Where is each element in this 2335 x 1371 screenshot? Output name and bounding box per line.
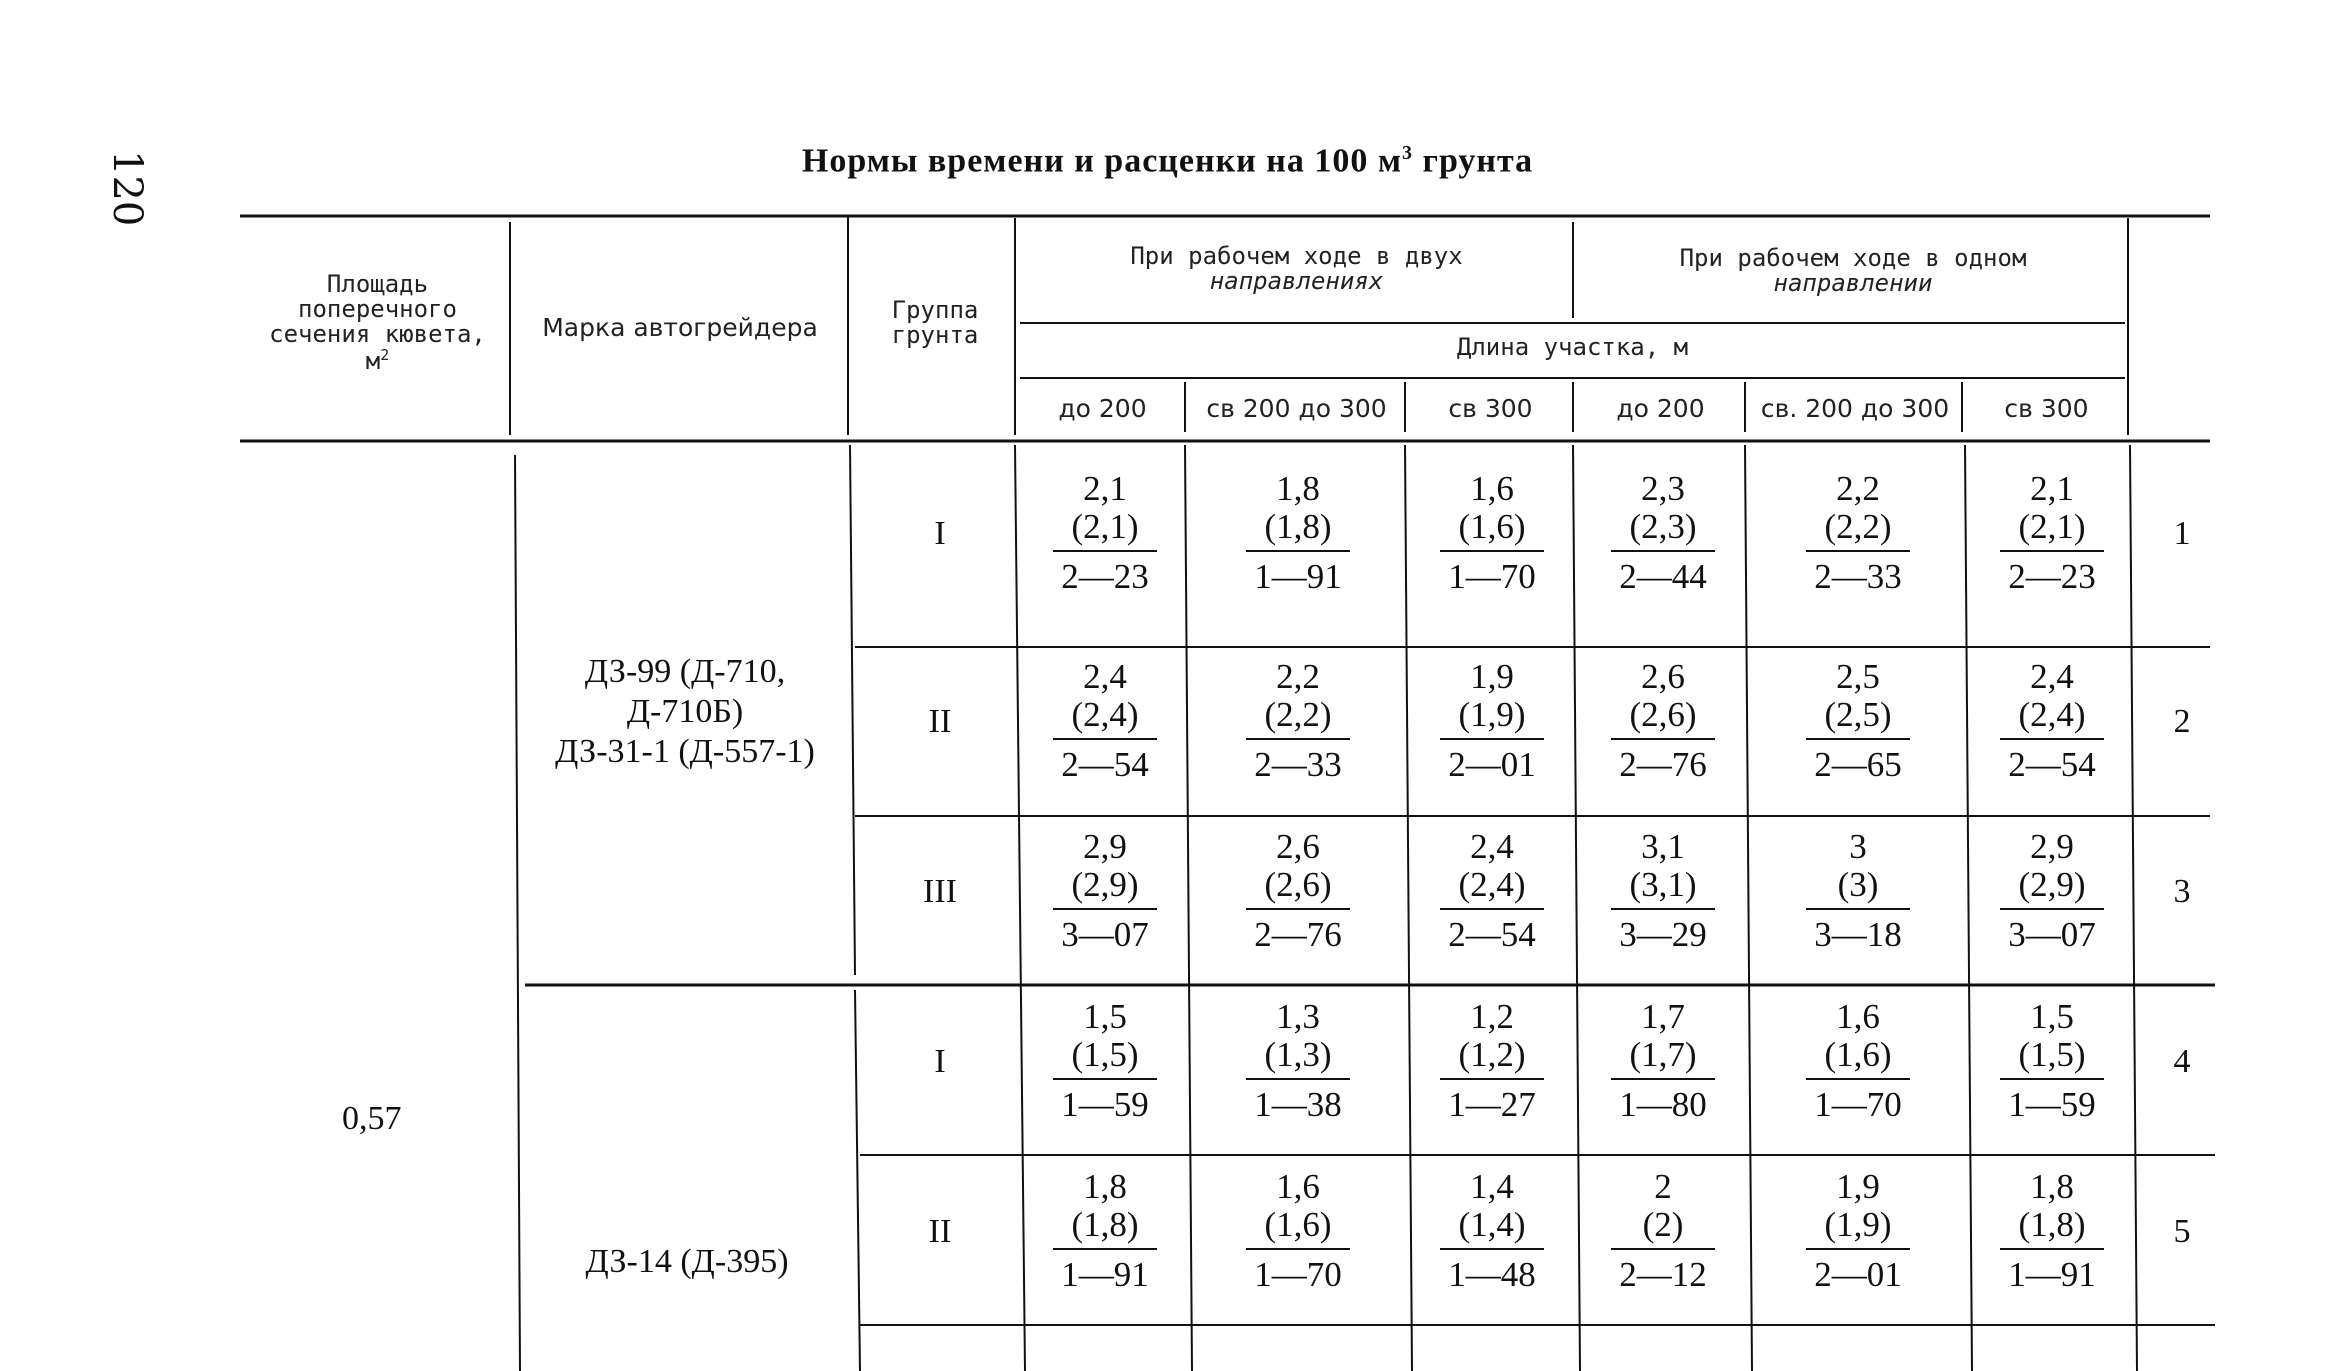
soil-group: I xyxy=(934,515,946,552)
time-norm: 1,8 xyxy=(1276,469,1320,508)
fraction-bar xyxy=(1806,1078,1910,1080)
header-one-dir-line1: При рабочем ходе в одном xyxy=(1679,244,2027,272)
rate-value: 1—80 xyxy=(1619,1085,1707,1124)
time-norm-alt: (2,5) xyxy=(1824,695,1892,734)
fraction-bar xyxy=(1053,738,1157,740)
rate-value: 2—33 xyxy=(1814,557,1902,596)
norm-cell xyxy=(1402,998,1582,1124)
rate-value: 1—91 xyxy=(2008,1255,2096,1294)
time-norm-alt: (2,6) xyxy=(1629,695,1697,734)
norm-cell xyxy=(1573,658,1753,784)
rate-value: 1—38 xyxy=(1254,1085,1342,1124)
header-area-line3: сечения кювета, xyxy=(269,320,486,349)
rate-value: 1—91 xyxy=(1254,557,1342,596)
rate-value: 2—23 xyxy=(2008,557,2096,596)
title-tail: грунта xyxy=(1413,142,1534,180)
fraction-bar xyxy=(1440,550,1544,552)
rate-value: 2—76 xyxy=(1619,745,1707,784)
row-number: 4 xyxy=(2173,1043,2191,1080)
time-norm-alt: (2,6) xyxy=(1264,865,1332,904)
time-norm-alt: (1,5) xyxy=(1071,1035,1139,1074)
norm-cell xyxy=(1208,658,1388,784)
time-norm: 2 xyxy=(1654,1167,1672,1206)
time-norm: 1,8 xyxy=(1083,1167,1127,1206)
fraction-bar xyxy=(1611,738,1715,740)
norm-cell xyxy=(1768,828,1948,954)
fraction-bar xyxy=(1440,1248,1544,1250)
norm-cell xyxy=(1208,828,1388,954)
title-text: Нормы времени и расценки на 100 м xyxy=(801,142,1403,180)
time-norm-alt: (3) xyxy=(1837,865,1879,904)
norm-cell xyxy=(1208,470,1388,596)
norm-cell xyxy=(1015,658,1195,784)
norm-cell xyxy=(1768,658,1948,784)
header-length: Длина участка, м xyxy=(1456,333,1689,361)
fraction-bar xyxy=(2000,1078,2104,1080)
rate-value: 3—07 xyxy=(2008,915,2096,954)
rate-value: 1—70 xyxy=(1254,1255,1342,1294)
rate-value: 2—76 xyxy=(1254,915,1342,954)
norm-cell xyxy=(1015,828,1195,954)
time-norm-alt: (1,2) xyxy=(1458,1035,1526,1074)
time-norm: 2,4 xyxy=(1470,827,1514,866)
time-norm-alt: (3,1) xyxy=(1629,865,1697,904)
norm-cell xyxy=(1402,828,1582,954)
rate-value: 1—70 xyxy=(1814,1085,1902,1124)
rate-value: 2—54 xyxy=(1448,915,1536,954)
fraction-bar xyxy=(1440,1078,1544,1080)
col-header-1: до 200 xyxy=(1058,394,1147,423)
rate-value: 2—12 xyxy=(1619,1255,1707,1294)
time-norm-alt: (2,2) xyxy=(1824,507,1892,546)
norm-cell xyxy=(1573,1168,1753,1294)
col-header-3: св 300 xyxy=(1448,394,1533,423)
time-norm-alt: (2,4) xyxy=(2018,695,2086,734)
time-norm-alt: (1,6) xyxy=(1458,507,1526,546)
norm-cell xyxy=(1962,470,2142,596)
rate-value: 1—59 xyxy=(2008,1085,2096,1124)
norm-cell xyxy=(1015,470,1195,596)
norm-cell xyxy=(1208,1168,1388,1294)
time-norm-alt: (2,1) xyxy=(2018,507,2086,546)
time-norm: 1,9 xyxy=(1836,1167,1880,1206)
time-norm: 1,6 xyxy=(1276,1167,1320,1206)
fraction-bar xyxy=(1246,1248,1350,1250)
time-norm: 2,4 xyxy=(2030,657,2074,696)
fraction-bar xyxy=(1806,738,1910,740)
norm-cell xyxy=(1768,998,1948,1124)
header-group-line2: грунта xyxy=(891,321,979,350)
soil-group: II xyxy=(928,703,952,740)
time-norm-alt: (2,4) xyxy=(1071,695,1139,734)
header-area-line1: Площадь xyxy=(326,270,429,298)
time-norm-alt: (1,4) xyxy=(1458,1205,1526,1244)
time-norm-alt: (2) xyxy=(1642,1205,1684,1244)
norm-cell xyxy=(1402,658,1582,784)
soil-group: II xyxy=(928,1213,952,1250)
rate-value: 2—54 xyxy=(1061,745,1149,784)
time-norm-alt: (1,8) xyxy=(1264,507,1332,546)
time-norm: 1,8 xyxy=(2030,1167,2074,1206)
rate-value: 3—18 xyxy=(1814,915,1902,954)
time-norm-alt: (1,6) xyxy=(1264,1205,1332,1244)
fraction-bar xyxy=(1246,738,1350,740)
time-norm: 2,2 xyxy=(1276,657,1320,696)
time-norm-alt: (1,8) xyxy=(1071,1205,1139,1244)
col-header-6: св 300 xyxy=(2004,394,2089,423)
rate-value: 2—23 xyxy=(1061,557,1149,596)
time-norm-alt: (2,9) xyxy=(1071,865,1139,904)
time-norm: 2,5 xyxy=(1836,657,1880,696)
fraction-bar xyxy=(1806,908,1910,910)
time-norm: 1,9 xyxy=(1470,657,1514,696)
fraction-bar xyxy=(2000,1248,2104,1250)
row-number: 2 xyxy=(2173,703,2191,740)
norm-cell xyxy=(1208,998,1388,1124)
header-one-dir-line2: направлении xyxy=(1773,269,1933,298)
rate-value: 1—48 xyxy=(1448,1255,1536,1294)
time-norm-alt: (2,3) xyxy=(1629,507,1697,546)
page-number: 120 xyxy=(104,150,150,227)
time-norm: 1,7 xyxy=(1641,997,1685,1036)
col-header-5: св. 200 до 300 xyxy=(1760,394,1950,423)
norm-cell xyxy=(1573,828,1753,954)
rate-value: 1—59 xyxy=(1061,1085,1149,1124)
norm-cell xyxy=(1015,1168,1195,1294)
header-area-unit-text: м xyxy=(365,346,381,375)
fraction-bar xyxy=(1440,908,1544,910)
fraction-bar xyxy=(1053,1248,1157,1250)
time-norm: 2,1 xyxy=(2030,469,2074,508)
time-norm-alt: (2,2) xyxy=(1264,695,1332,734)
time-norm: 2,9 xyxy=(1083,827,1127,866)
header-two-dir-line1: При рабочем ходе в двух xyxy=(1130,242,1463,270)
brand-dz99-line2: Д-710Б) xyxy=(626,693,744,730)
header-two-dir-line2: направлениях xyxy=(1209,267,1384,296)
header-two-directions xyxy=(1020,244,1573,294)
rate-value: 1—91 xyxy=(1061,1255,1149,1294)
header-area-line2: поперечного xyxy=(298,295,457,324)
time-norm: 1,6 xyxy=(1470,469,1514,508)
col-header-2: св 200 до 300 xyxy=(1206,394,1387,423)
rate-value: 2—44 xyxy=(1619,557,1707,596)
fraction-bar xyxy=(2000,550,2104,552)
time-norm-alt: (2,1) xyxy=(1071,507,1139,546)
rate-value: 1—70 xyxy=(1448,557,1536,596)
time-norm: 2,2 xyxy=(1836,469,1880,508)
norm-cell xyxy=(1402,470,1582,596)
time-norm-alt: (2,9) xyxy=(2018,865,2086,904)
header-area-unit xyxy=(245,345,510,375)
brand-dz14: ДЗ-14 (Д-395) xyxy=(585,1243,789,1280)
norm-cell xyxy=(1015,998,1195,1124)
time-norm: 1,2 xyxy=(1470,997,1514,1036)
fraction-bar xyxy=(2000,738,2104,740)
norm-cell xyxy=(1962,828,2142,954)
rate-value: 1—27 xyxy=(1448,1085,1536,1124)
title-sup: 3 xyxy=(1402,142,1414,164)
header-area xyxy=(245,272,510,374)
norm-cell xyxy=(1573,998,1753,1124)
time-norm-alt: (2,4) xyxy=(1458,865,1526,904)
fraction-bar xyxy=(1246,550,1350,552)
time-norm: 2,4 xyxy=(1083,657,1127,696)
fraction-bar xyxy=(1611,1078,1715,1080)
time-norm: 2,6 xyxy=(1276,827,1320,866)
time-norm: 3 xyxy=(1849,827,1867,866)
header-one-direction xyxy=(1578,246,2128,296)
row-number: 1 xyxy=(2173,515,2191,552)
time-norm-alt: (1,7) xyxy=(1629,1035,1697,1074)
norm-cell xyxy=(1768,1168,1948,1294)
time-norm: 3,1 xyxy=(1641,827,1685,866)
time-norm: 1,5 xyxy=(2030,997,2074,1036)
time-norm-alt: (1,3) xyxy=(1264,1035,1332,1074)
norm-cell xyxy=(1962,998,2142,1124)
header-group-line1: Группа xyxy=(891,296,979,324)
time-norm-alt: (1,8) xyxy=(2018,1205,2086,1244)
time-norm: 2,3 xyxy=(1641,469,1685,508)
header-area-unit-sup: 2 xyxy=(380,345,390,364)
norm-cell xyxy=(1962,1168,2142,1294)
fraction-bar xyxy=(1053,550,1157,552)
time-norm: 1,3 xyxy=(1276,997,1320,1036)
fraction-bar xyxy=(1611,908,1715,910)
row-number: 3 xyxy=(2173,873,2191,910)
norm-cell xyxy=(1768,470,1948,596)
row-number: 5 xyxy=(2173,1213,2191,1250)
time-norm: 2,1 xyxy=(1083,469,1127,508)
rate-value: 2—01 xyxy=(1448,745,1536,784)
rate-value: 2—65 xyxy=(1814,745,1902,784)
time-norm-alt: (1,5) xyxy=(2018,1035,2086,1074)
rate-value: 2—33 xyxy=(1254,745,1342,784)
header-group xyxy=(855,298,1015,348)
fraction-bar xyxy=(1053,908,1157,910)
norm-cell xyxy=(1573,470,1753,596)
time-norm-alt: (1,6) xyxy=(1824,1035,1892,1074)
rate-value: 2—01 xyxy=(1814,1255,1902,1294)
header-brand: Марка автогрейдера xyxy=(542,313,818,342)
brand-dz99-line3: ДЗ-31-1 (Д-557-1) xyxy=(555,733,815,770)
fraction-bar xyxy=(1246,1078,1350,1080)
brand-dz99 xyxy=(520,652,850,772)
rate-value: 3—29 xyxy=(1619,915,1707,954)
fraction-bar xyxy=(1053,1078,1157,1080)
time-norm: 1,5 xyxy=(1083,997,1127,1036)
fraction-bar xyxy=(1806,1248,1910,1250)
fraction-bar xyxy=(1806,550,1910,552)
brand-dz99-line1: ДЗ-99 (Д-710, xyxy=(584,653,786,690)
time-norm: 1,4 xyxy=(1470,1167,1514,1206)
time-norm: 2,9 xyxy=(2030,827,2074,866)
rate-value: 3—07 xyxy=(1061,915,1149,954)
fraction-bar xyxy=(1246,908,1350,910)
time-norm-alt: (1,9) xyxy=(1824,1205,1892,1244)
fraction-bar xyxy=(2000,908,2104,910)
soil-group: III xyxy=(923,873,957,910)
norm-cell xyxy=(1962,658,2142,784)
time-norm-alt: (1,9) xyxy=(1458,695,1526,734)
col-header-4: до 200 xyxy=(1616,394,1705,423)
time-norm: 2,6 xyxy=(1641,657,1685,696)
fraction-bar xyxy=(1611,550,1715,552)
area-value: 0,57 xyxy=(342,1100,402,1137)
fraction-bar xyxy=(1611,1248,1715,1250)
soil-group: I xyxy=(934,1043,946,1080)
rate-value: 2—54 xyxy=(2008,745,2096,784)
fraction-bar xyxy=(1440,738,1544,740)
time-norm: 1,6 xyxy=(1836,997,1880,1036)
norm-cell xyxy=(1402,1168,1582,1294)
